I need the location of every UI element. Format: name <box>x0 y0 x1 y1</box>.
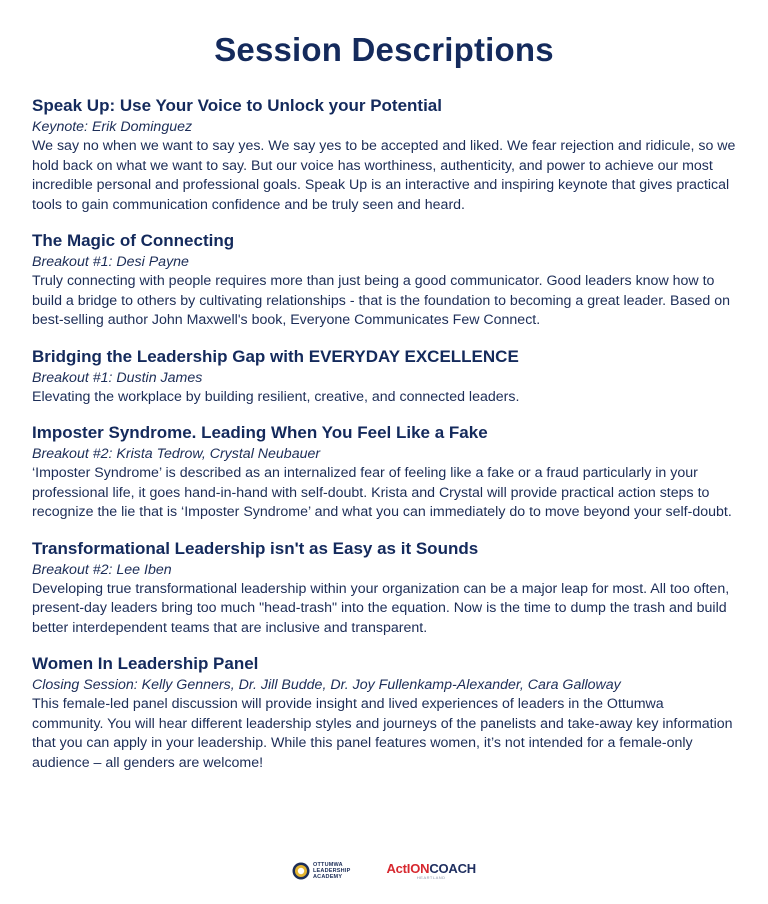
session-item <box>32 96 736 215</box>
session-item <box>32 423 736 523</box>
ottumwa-leadership-academy-logo <box>292 862 350 880</box>
session-title: Bridging the Leadership Gap with EVERYDAY EXCELLENCE <box>32 346 519 366</box>
session-item <box>32 231 736 331</box>
session-item <box>32 654 736 773</box>
ola-line3: ACADEMY <box>313 874 343 880</box>
session-item <box>32 539 736 639</box>
session-speaker: Closing Session: Kelly Genners, Dr. Jill Budde, Dr. Joy Fullenkamp-Alexander, Cara Galloway <box>32 677 621 693</box>
session-title: Transformational Leadership isn't as Easy as it Sounds <box>32 538 479 558</box>
session-description: ‘Imposter Syndrome’ is described as an internalized fear of feeling like a fake or a fraud particularly in your professional life, it goes hand-in-hand with self-doubt. Krista and Crystal will provide practical action steps to recognize the lie that is ‘Imposter Syndrome’ and what you can immediately do to move beyond your self-doubt. <box>32 465 732 520</box>
session-speaker: Breakout #2: Krista Tedrow, Crystal Neubauer <box>32 446 321 462</box>
session-title: Imposter Syndrome. Leading When You Feel Like a Fake <box>32 423 488 442</box>
actioncoach-logo <box>386 862 476 880</box>
session-item <box>32 347 736 408</box>
sponsor-logos <box>0 862 768 880</box>
session-description: Truly connecting with people requires more than just being a good communicator. Good leaders know how to build a bridge to others by cultivating relationships - that is the foundation to becoming a great leader. Based on best-selling author John Maxwell's book, Everyone Communicates Few Connect. <box>32 273 730 328</box>
ola-line2: LEADERSHIP <box>313 868 351 874</box>
session-speaker: Keynote: Erik Dominguez <box>32 119 193 135</box>
session-description: We say no when we want to say yes. We say yes to be accepted and liked. We fear rejection and ridicule, so we hold back on what we want to say. But our voice has worthiness, authenticity, and power to achieve our most incredible personal and professional goals. Speak Up is an interactive and inspiring keynote that gives practical tools to gain communication confidence and be truly seen and heard. <box>32 138 736 213</box>
session-title: The Magic of Connecting <box>32 231 235 250</box>
actioncoach-subtext: HEARTLAND <box>416 875 446 880</box>
session-description: Developing true transformational leadership within your organization can be a major leap for most. All too often, present-day leaders bring too much "head-trash" into the equation. Now is the time to dump the trash and build better interdependent teams that are inclusive and transparent. <box>32 580 730 636</box>
session-list <box>32 96 736 773</box>
session-speaker: Breakout #2: Lee Iben <box>32 561 172 578</box>
ola-seal-icon <box>292 862 310 880</box>
session-description: Elevating the workplace by building resilient, creative, and connected leaders. <box>32 388 520 405</box>
page-title: Session Descriptions <box>214 31 554 68</box>
session-title: Women In Leadership Panel <box>32 654 259 673</box>
actioncoach-action-text: ActION <box>386 861 430 876</box>
actioncoach-coach-text: COACH <box>429 861 476 876</box>
ola-line1: OTTUMWA <box>313 862 343 868</box>
session-description: This female-led panel discussion will provide insight and lived experiences of leaders in the Ottumwa community. You will hear different leadership styles and journeys of the panelists and take-away key information that you can apply in your leadership. While this panel features women, it’s not intended for a female-only audience – all genders are welcome! <box>32 696 733 771</box>
session-speaker: Breakout #1: Desi Payne <box>32 254 189 270</box>
session-speaker: Breakout #1: Dustin James <box>32 369 203 386</box>
session-title: Speak Up: Use Your Voice to Unlock your Potential <box>32 96 442 115</box>
